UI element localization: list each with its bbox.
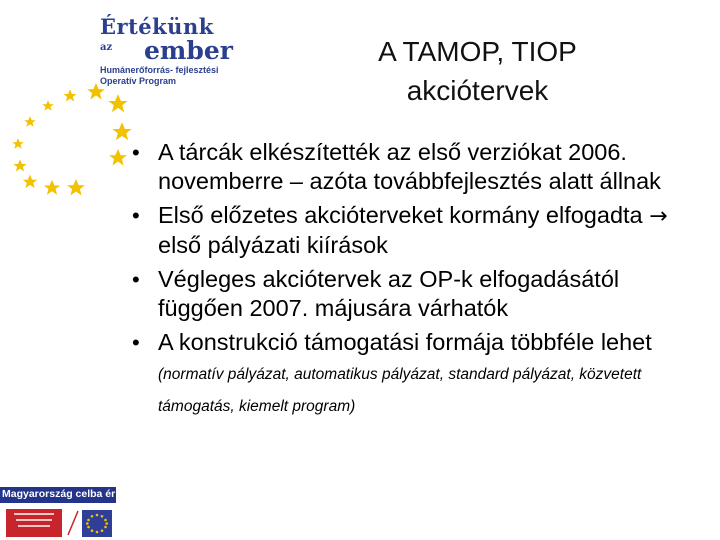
bullet-item xyxy=(132,201,702,260)
eu-star-icon xyxy=(43,179,61,196)
title-line-1: A TAMOP, TIOP xyxy=(378,36,577,67)
arrow-right-icon: → xyxy=(649,204,668,229)
logo-subtitle-2: Operatív Program xyxy=(100,76,177,86)
footer-logos xyxy=(0,503,116,540)
footer-band-text: Magyarország celba ér xyxy=(2,488,116,500)
eu-star-icon xyxy=(12,138,25,150)
bullet-dot: • xyxy=(132,203,140,228)
eu-star-icon xyxy=(22,174,38,189)
bullet-text: A tárcák elkészítették az első verziókat 2006. novemberre – azóta továbbfejlesztés alatt állnak xyxy=(158,139,661,194)
footer-band xyxy=(0,487,116,503)
bullet-text: Végleges akciótervek az OP-k elfogadásától függően 2007. májusára várhatók xyxy=(158,266,620,321)
eu-stars-arc xyxy=(0,70,150,220)
eu-star-icon xyxy=(24,116,37,128)
bullet-item xyxy=(132,138,702,196)
eu-star-icon xyxy=(111,121,133,141)
bullet-dot: • xyxy=(132,140,140,165)
bullet-dot: • xyxy=(132,330,140,355)
eu-star-icon xyxy=(108,148,128,166)
logo-word-ember: ember xyxy=(144,36,233,65)
bullet-dot: • xyxy=(132,267,140,292)
bullet-list xyxy=(132,138,702,426)
eu-star-icon xyxy=(86,82,106,100)
logo-word-az: az xyxy=(100,42,113,53)
title-line-2: akciótervek xyxy=(406,75,549,106)
divider-icon xyxy=(66,509,80,537)
bullet-text: Első előzetes akcióterveket kormány elfogadta xyxy=(158,202,643,228)
eu-star-icon xyxy=(63,89,77,102)
eu-star-icon xyxy=(107,93,129,113)
nfu-logo-icon xyxy=(6,509,62,537)
bullet-item xyxy=(132,328,702,421)
eu-star-icon xyxy=(66,178,86,196)
bullet-text: A konstrukció támogatási formája többféle lehet xyxy=(158,329,652,355)
logo-subtitle-1: Humánerőforrás- fejlesztési xyxy=(100,65,219,75)
logo-word-ertekunk: Értékünk xyxy=(100,14,214,39)
bullet-text-after: első pályázati kiírások xyxy=(158,232,388,258)
bullet-item xyxy=(132,265,702,323)
eu-star-icon xyxy=(13,159,27,172)
eu-flag-icon xyxy=(82,510,112,537)
bullet-note: (normatív pályázat, automatikus pályázat, standard pályázat, közvetett támogatás, kiemelt program) xyxy=(158,366,642,415)
slide-title xyxy=(300,32,655,110)
eu-star-icon xyxy=(42,100,55,112)
